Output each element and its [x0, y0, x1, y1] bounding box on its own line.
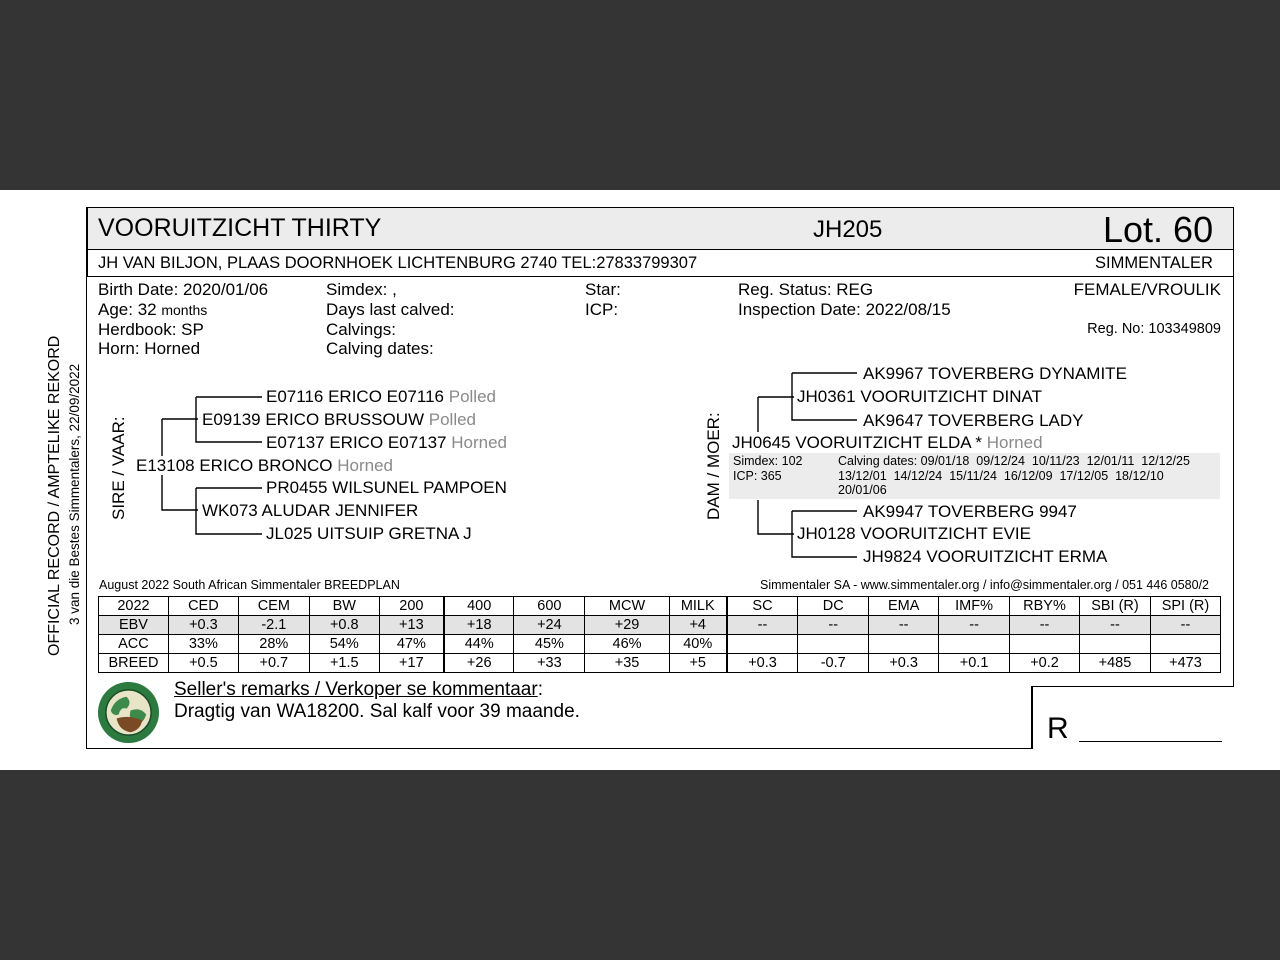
breedplan-cell [798, 635, 869, 654]
owner-info: JH VAN BILJON, PLAAS DOORNHOEK LICHTENBURG 2740 TEL:27833799307 [98, 254, 698, 272]
breedplan-cell: CEM [238, 597, 309, 616]
dam-dam: JH0128 VOORUITZICHT EVIE [797, 524, 1031, 543]
breedplan-cell: +4 [669, 616, 727, 635]
dam-dam-dam: JH9824 VOORUITZICHT ERMA [863, 547, 1108, 566]
breedplan-cell: -2.1 [238, 616, 309, 635]
breedplan-cell: +0.7 [238, 654, 309, 673]
dam-sire-sire: AK9967 TOVERBERG DYNAMITE [863, 364, 1127, 383]
icp: ICP: [585, 300, 619, 319]
breedplan-cell: SPI (R) [1150, 597, 1220, 616]
breedplan-cell: -- [1079, 616, 1150, 635]
dam-sire: JH0361 VOORUITZICHT DINAT [797, 387, 1042, 406]
dam-calving-line-2: 13/12/01 14/12/24 15/11/24 16/12/09 17/12/05 18/12/10 [838, 469, 1164, 483]
breedplan-cell: 46% [585, 635, 669, 654]
breedplan-cell: 33% [168, 635, 238, 654]
star: Star: [585, 280, 621, 299]
breedplan-cell: 45% [514, 635, 585, 654]
breedplan-cell [727, 635, 798, 654]
dam-label: DAM / MOER: [704, 412, 723, 520]
sire-dam: WK073 ALUDAR JENNIFER [202, 501, 419, 520]
breedplan-ebv-row [99, 616, 1221, 635]
sire-horn: Horned [337, 456, 394, 475]
reg-status: Reg. Status: REG [738, 280, 874, 299]
dam-icp: ICP: 365 [733, 469, 782, 483]
age-unit: months [161, 302, 208, 318]
breedplan-cell: +0.3 [869, 654, 939, 673]
days-last-calved: Days last calved: [326, 300, 455, 319]
breedplan-cell: SBI (R) [1079, 597, 1150, 616]
inspection-date: Inspection Date: 2022/08/15 [738, 300, 951, 319]
breedplan-cell: MCW [585, 597, 669, 616]
sire-dam-dam: JL025 UITSUIP GRETNA J [266, 524, 472, 543]
sss-horn: Polled [448, 387, 496, 406]
breedplan-cell: +18 [444, 616, 514, 635]
calvings: Calvings: [326, 320, 396, 339]
breedplan-cell: +485 [1079, 654, 1150, 673]
official-record-label: OFFICIAL RECORD / AMPTELIKE REKORD [46, 335, 63, 656]
remarks-heading [174, 679, 543, 701]
breedplan-cell: EBV [99, 616, 169, 635]
breedplan-cell [869, 635, 939, 654]
breedplan-cell: +33 [514, 654, 585, 673]
breedplan-cell: BREED [99, 654, 169, 673]
breedplan-cell: CED [168, 597, 238, 616]
breed-name: SIMMENTALER [1095, 254, 1213, 272]
dam-calving-line-1: Calving dates: 09/01/18 09/12/24 10/11/23 12/01/11 12/12/25 [838, 454, 1190, 468]
birth-date: Birth Date: 2020/01/06 [98, 280, 269, 299]
breedplan-cell: -- [727, 616, 798, 635]
breedplan-cell: RBY% [1010, 597, 1080, 616]
breedplan-cell: 28% [238, 635, 309, 654]
remarks-text: Dragtig van WA18200. Sal kalf voor 39 maande. [174, 701, 580, 722]
breedplan-cell: BW [309, 597, 379, 616]
horn-status: Horn: Horned [98, 339, 201, 358]
breedplan-cell: 600 [514, 597, 585, 616]
remarks-title: Seller's remarks / Verkoper se kommentaar [174, 679, 538, 700]
ssd-name: E07137 ERICO E07137 [266, 433, 447, 452]
sire-label: SIRE / VAAR: [109, 416, 128, 520]
animal-id: JH205 [813, 216, 883, 243]
breedplan-cell: +0.1 [939, 654, 1010, 673]
sex: FEMALE/VROULIK [1073, 280, 1221, 299]
breedplan-cell: MILK [669, 597, 727, 616]
breedplan-table [98, 596, 1221, 673]
breedplan-cell: +5 [669, 654, 727, 673]
breedplan-cell: -0.7 [798, 654, 869, 673]
breedplan-cell: 400 [444, 597, 514, 616]
dam-dam-sire: AK9947 TOVERBERG 9947 [863, 502, 1077, 521]
breedplan-cell: +0.3 [168, 616, 238, 635]
breedplan-cell: +35 [585, 654, 669, 673]
herdbook: Herdbook: SP [98, 320, 204, 339]
simmentaler-logo [97, 681, 160, 744]
breedplan-cell: 200 [379, 597, 444, 616]
breedplan-cell: 40% [669, 635, 727, 654]
breedplan-acc-row [99, 635, 1221, 654]
breedplan-cell: -- [1010, 616, 1080, 635]
sale-date-label: 3 van die Bestes Simmentalers, 22/09/2022 [67, 363, 82, 625]
breedplan-cell: +24 [514, 616, 585, 635]
breedplan-cell [1010, 635, 1080, 654]
ss-horn: Polled [428, 410, 477, 429]
breedplan-header-row [99, 597, 1221, 616]
ssd-horn: Horned [451, 433, 508, 452]
breedplan-breed-row [99, 654, 1221, 673]
reg-number: Reg. No: 103349809 [1087, 321, 1221, 337]
breedplan-cell: 44% [444, 635, 514, 654]
sss-name: E07116 ERICO E07116 [266, 387, 444, 406]
breedplan-cell: +13 [379, 616, 444, 635]
breedplan-cell: +0.5 [168, 654, 238, 673]
breedplan-cell [939, 635, 1010, 654]
breedplan-cell: -- [1150, 616, 1220, 635]
breedplan-cell: -- [798, 616, 869, 635]
ss-name: E09139 ERICO BRUSSOUW [202, 410, 425, 429]
dam-simdex: Simdex: 102 [733, 454, 803, 468]
calving-dates: Calving dates: [326, 339, 434, 358]
society-contact: Simmentaler SA - www.simmentaler.org / info@simmentaler.org / 051 446 0580/2 [759, 578, 1209, 592]
breedplan-cell [1079, 635, 1150, 654]
breedplan-cell: +1.5 [309, 654, 379, 673]
sire-name: E13108 ERICO BRONCO [136, 456, 333, 475]
lot-number: Lot. 60 [1103, 209, 1214, 250]
dam-calving-line-3: 20/01/06 [838, 483, 887, 497]
breedplan-cell: +17 [379, 654, 444, 673]
animal-name: VOORUITZICHT THIRTY [98, 214, 382, 242]
breedplan-cell: +473 [1150, 654, 1220, 673]
simdex: Simdex: , [326, 280, 397, 299]
breedplan-cell: +0.3 [727, 654, 798, 673]
breedplan-cell: -- [939, 616, 1010, 635]
breedplan-cell [1150, 635, 1220, 654]
breedplan-cell: -- [869, 616, 939, 635]
breedplan-cell: 54% [309, 635, 379, 654]
dam-name: JH0645 VOORUITZICHT ELDA * [732, 433, 983, 452]
remarks-colon: : [537, 679, 543, 700]
breedplan-cell: +0.2 [1010, 654, 1080, 673]
dam-horn: Horned [986, 433, 1043, 452]
breedplan-cell: IMF% [939, 597, 1010, 616]
breedplan-cell: +26 [444, 654, 514, 673]
breedplan-caption: August 2022 South African Simmentaler BREEDPLAN [99, 578, 400, 592]
age-value: Age: 32 [98, 300, 157, 319]
breedplan-cell: SC [727, 597, 798, 616]
price-line[interactable] [1079, 741, 1222, 742]
sire-dam-sire: PR0455 WILSUNEL PAMPOEN [266, 478, 507, 497]
breedplan-cell: DC [798, 597, 869, 616]
price-currency: R [1047, 712, 1069, 745]
breedplan-cell: +29 [585, 616, 669, 635]
breedplan-cell: 2022 [99, 597, 169, 616]
breedplan-cell: +0.8 [309, 616, 379, 635]
breedplan-cell: EMA [869, 597, 939, 616]
dam [732, 433, 1043, 453]
breedplan-cell: ACC [99, 635, 169, 654]
breedplan-cell: 47% [379, 635, 444, 654]
dam-sire-dam: AK9647 TOVERBERG LADY [863, 411, 1084, 430]
